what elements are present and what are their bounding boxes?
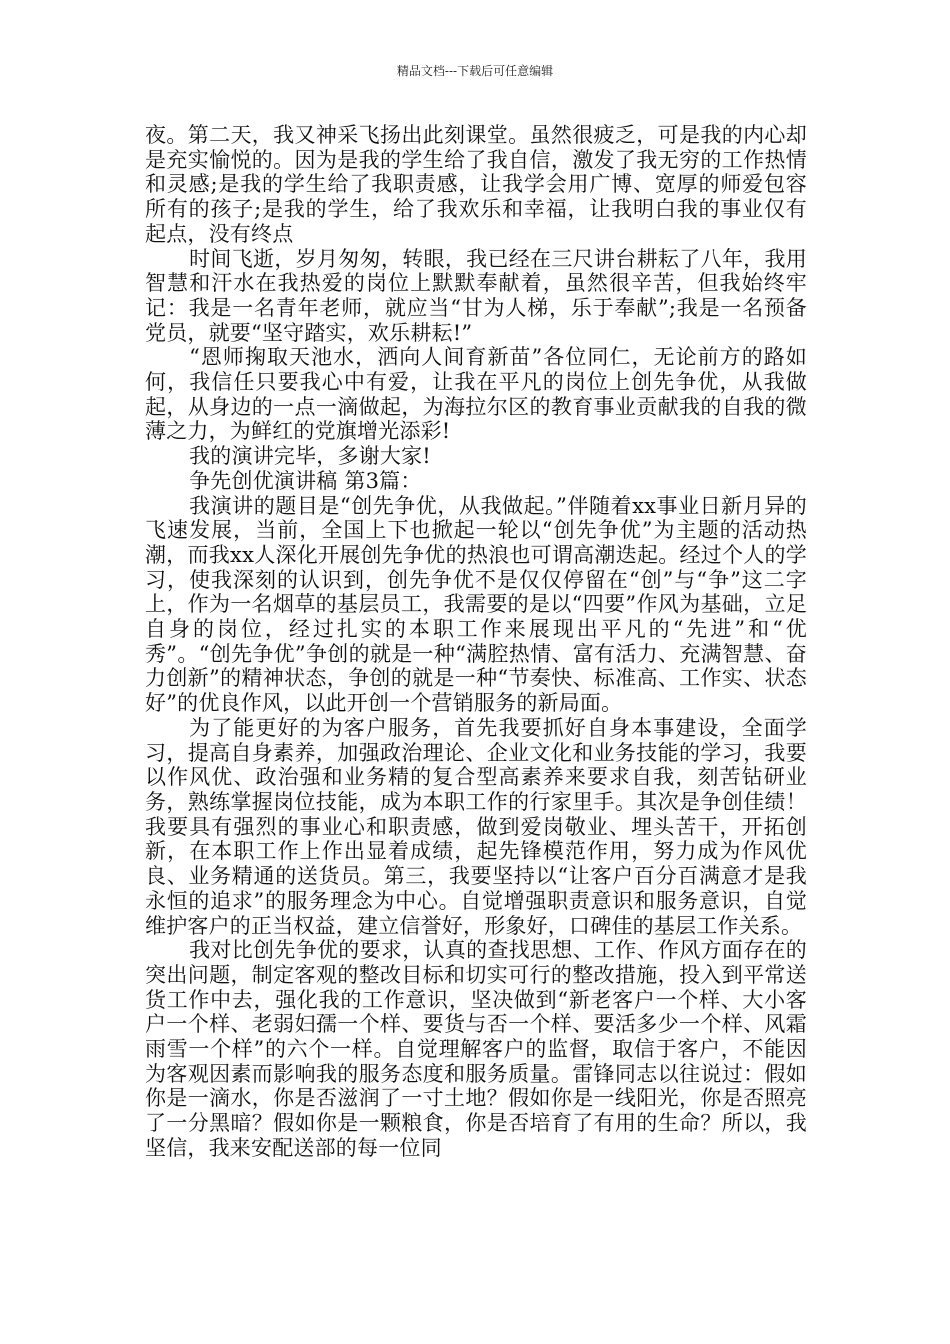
paragraph: “恩师掬取天池水，洒向人间育新苗”各位同仁，无论前方的路如何，我信任只要我心中有爱，让我在平凡的岗位上创先争优，从我做起，从身边的一点一滴做起，为海拉尔区的教育事业贡献我的自我的微薄之力，为鲜红的党旗增光添彩! — [145, 345, 807, 444]
page-header: 精品文档---下载后可任意编辑 — [396, 64, 554, 78]
paragraph: 为了能更好的为客户服务，首先我要抓好自身本事建设，全面学习，提高自身素养，加强政治理论、企业文化和业务技能的学习，我要以作风优、政治强和业务精的复合型高素养来要求自我，刻苦钻研业务，熟练掌握岗位技能，成为本职工作的行家里手。其次是争创佳绩！我要具有强烈的事业心和职责感，做到爱岗敬业、埋头苦干，开拓创新，在本职工作上作出显着成绩，起先锋模范作用，努力成为作风优良、业务精通的送货员。第三，我要坚持以“让客户百分百满意才是我永恒的追求”的服务理念为中心。自觉增强职责意识和服务意识，自觉维护客户的正当权益，建立信誉好，形象好，口碑佳的基层工作关系。 — [145, 715, 807, 938]
paragraph: 我演讲的题目是“创先争优，从我做起。”伴随着xx事业日新月异的飞速发展，当前，全国上下也掀起一轮以“创先争优”为主题的活动热潮，而我xx人深化开展创先争优的热浪也可谓高潮迭起。经过个人的学习，使我深刻的认识到，创先争优不是仅仅停留在“创”与“争”这二字上，作为一名烟草的基层员工，我需要的是以“四要”作风为基础，立足自身的岗位，经过扎实的本职工作来展现出平凡的“先进”和“优秀”。“创先争优”争创的就是一种“满腔热情、富有活力、充满智慧、奋力创新”的精神状态，争创的就是一种“节奏快、标准高、工作实、状态好”的优良作风，以此开创一个营销服务的新局面。 — [145, 493, 807, 716]
document-body — [145, 123, 807, 1161]
paragraph: 我对比创先争优的要求，认真的查找思想、工作、作风方面存在的突出问题，制定客观的整改目标和切实可行的整改措施，投入到平常送货工作中去，强化我的工作意识，坚决做到“新老客户一个样、大小客户一个样、老弱妇孺一个样、要货与否一个样、要活多少一个样、风霜雨雪一个样”的六个一样。自觉理解客户的监督，取信于客户，不能因为客观因素而影响我的服务态度和服务质量。雷锋同志以往说过：假如你是一滴水，你是否滋润了一寸土地？假如你是一线阳光，你是否照亮了一分黑暗？假如你是一颗粮食，你是否培育了有用的生命？所以，我坚信，我来安配送部的每一位同 — [145, 938, 807, 1160]
paragraph: 夜。第二天，我又神采飞扬出此刻课堂。虽然很疲乏，可是我的内心却是充实愉悦的。因为是我的学生给了我自信，激发了我无穷的工作热情和灵感;是我的学生给了我职责感，让我学会用广博、宽厚的师爱包容所有的孩子;是我的学生，给了我欢乐和幸福，让我明白我的事业仅有起点，没有终点 — [145, 123, 807, 246]
paragraph: 我的演讲完毕，多谢大家! — [189, 444, 431, 469]
paragraph: 时间飞逝，岁月匆匆，转眼，我已经在三尺讲台耕耘了八年，我用智慧和汗水在我热爱的岗位上默默奉献着，虽然很辛苦，但我始终牢记：我是一名青年老师，就应当“甘为人梯，乐于奉献”;我是一名预备党员，就要“坚守踏实，欢乐耕耘!” — [145, 246, 807, 345]
section-heading: 争先创优演讲稿 第3篇： — [189, 468, 422, 493]
